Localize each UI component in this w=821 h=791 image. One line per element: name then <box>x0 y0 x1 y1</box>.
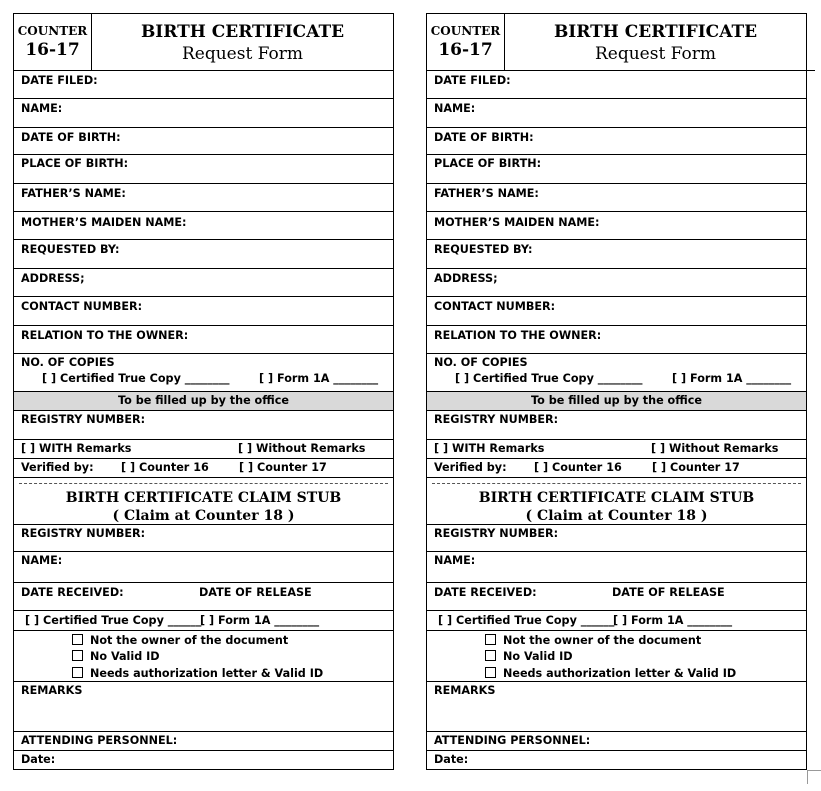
verified-by-label: Verified by: <box>21 461 94 474</box>
stub-form1a-option[interactable]: [ ] Form 1A ________ <box>613 614 733 627</box>
stub-ctc-option[interactable]: [ ] Certified True Copy ______ <box>25 614 202 627</box>
stub-checklist <box>427 631 806 682</box>
date-received-label: DATE RECEIVED: <box>434 586 537 599</box>
copies-section <box>14 354 393 392</box>
with-remarks-option[interactable]: [ ] WITH Remarks <box>21 442 132 455</box>
requested-by-label: REQUESTED BY: <box>434 243 533 256</box>
registry-number-field[interactable] <box>427 411 806 440</box>
form-subtitle: Request Form <box>181 44 304 64</box>
relation-field[interactable] <box>427 326 806 354</box>
registry-number-label: REGISTRY NUMBER: <box>21 413 146 426</box>
address-field[interactable] <box>14 269 393 297</box>
date-filed-label: DATE FILED: <box>21 74 98 87</box>
title-box <box>505 14 806 70</box>
office-section-header <box>14 392 393 411</box>
counter16-option[interactable]: [ ] Counter 16 <box>121 461 209 474</box>
stub-registry-label: REGISTRY NUMBER: <box>21 527 146 540</box>
stub-checklist <box>14 631 393 682</box>
remarks-label: REMARKS <box>434 684 496 697</box>
contact-number-field[interactable] <box>14 297 393 326</box>
office-header-text: To be filled up by the office <box>531 394 702 407</box>
counter17-option[interactable]: [ ] Counter 17 <box>652 461 740 474</box>
remarks-options-row <box>14 440 393 459</box>
stub-ctc-option[interactable]: [ ] Certified True Copy ______ <box>438 614 615 627</box>
form-subtitle: Request Form <box>594 44 717 64</box>
stub-registry-field[interactable] <box>14 525 393 552</box>
dates-row <box>14 583 393 611</box>
copies-ctc-option[interactable]: [ ] Certified True Copy ________ <box>455 372 643 385</box>
dates-row <box>427 583 806 611</box>
attending-field[interactable] <box>14 732 393 751</box>
stub-form1a-option[interactable]: [ ] Form 1A ________ <box>200 614 320 627</box>
verified-by-label: Verified by: <box>434 461 507 474</box>
stub-copies-row <box>14 611 393 631</box>
checkbox-icon[interactable] <box>72 634 83 645</box>
relation-field[interactable] <box>14 326 393 354</box>
check-no-id-label: No Valid ID <box>503 650 573 663</box>
cut-line <box>19 483 388 484</box>
remarks-options-row <box>427 440 806 459</box>
date-of-birth-label: DATE OF BIRTH: <box>21 131 121 144</box>
stub-copies-row <box>427 611 806 631</box>
counter-box <box>14 14 92 70</box>
check-no-id[interactable] <box>485 650 573 663</box>
stub-name-label: NAME: <box>21 554 63 567</box>
attending-label: ATTENDING PERSONNEL: <box>434 734 591 747</box>
address-field[interactable] <box>427 269 806 297</box>
name-label: NAME: <box>21 102 63 115</box>
checkbox-icon[interactable] <box>72 650 83 661</box>
copies-label: NO. OF COPIES <box>21 356 115 369</box>
fathers-name-field[interactable] <box>427 184 806 212</box>
request-form-right <box>426 13 807 770</box>
counter-label: COUNTER <box>17 24 88 38</box>
form-header <box>427 14 806 71</box>
date-field[interactable] <box>427 751 806 769</box>
check-not-owner-label: Not the owner of the document <box>90 634 289 647</box>
mothers-maiden-name-label: MOTHER’S MAIDEN NAME: <box>434 216 600 229</box>
title-box <box>92 14 393 70</box>
checkbox-icon[interactable] <box>485 634 496 645</box>
contact-number-label: CONTACT NUMBER: <box>434 300 556 313</box>
claim-stub-header <box>14 485 393 525</box>
remarks-field[interactable] <box>14 682 393 732</box>
office-header-text: To be filled up by the office <box>118 394 289 407</box>
request-form-left <box>13 13 394 770</box>
fathers-name-label: FATHER’S NAME: <box>21 187 126 200</box>
checkbox-icon[interactable] <box>72 667 83 678</box>
date-label: Date: <box>434 753 469 766</box>
check-auth-label: Needs authorization letter & Valid ID <box>503 667 737 680</box>
name-field[interactable] <box>14 99 393 128</box>
requested-by-field[interactable] <box>14 240 393 269</box>
fathers-name-label: FATHER’S NAME: <box>434 187 539 200</box>
attending-field[interactable] <box>427 732 806 751</box>
remarks-label: REMARKS <box>21 684 83 697</box>
requested-by-field[interactable] <box>427 240 806 269</box>
date-of-birth-field[interactable] <box>427 128 806 155</box>
form-title: BIRTH CERTIFICATE <box>553 22 758 42</box>
claim-stub-header <box>427 485 806 525</box>
stub-title: BIRTH CERTIFICATE CLAIM STUB <box>65 490 342 506</box>
verified-by-row <box>427 459 806 478</box>
counter-number: 16-17 <box>438 40 493 60</box>
form-header <box>14 14 393 71</box>
name-field[interactable] <box>427 99 806 128</box>
copies-label: NO. OF COPIES <box>434 356 528 369</box>
date-release-label: DATE OF RELEASE <box>612 586 725 599</box>
date-release-label: DATE OF RELEASE <box>199 586 312 599</box>
margin-tick <box>807 70 815 71</box>
page-corner-mark <box>807 770 821 784</box>
stub-name-field[interactable] <box>14 552 393 583</box>
stub-subtitle: ( Claim at Counter 18 ) <box>112 508 295 524</box>
checkbox-icon[interactable] <box>485 650 496 661</box>
check-auth-label: Needs authorization letter & Valid ID <box>90 667 324 680</box>
place-of-birth-field[interactable] <box>427 155 806 184</box>
date-filed-field[interactable] <box>14 71 393 99</box>
mothers-maiden-name-label: MOTHER’S MAIDEN NAME: <box>21 216 187 229</box>
place-of-birth-label: PLACE OF BIRTH: <box>21 157 129 170</box>
name-label: NAME: <box>434 102 476 115</box>
counter-label: COUNTER <box>430 24 501 38</box>
without-remarks-option[interactable]: [ ] Without Remarks <box>651 442 779 455</box>
stub-subtitle: ( Claim at Counter 18 ) <box>525 508 708 524</box>
counter-number: 16-17 <box>25 40 80 60</box>
registry-number-field[interactable] <box>14 411 393 440</box>
form-title: BIRTH CERTIFICATE <box>140 22 345 42</box>
mothers-maiden-name-field[interactable] <box>14 212 393 240</box>
without-remarks-option[interactable]: [ ] Without Remarks <box>238 442 366 455</box>
copies-section <box>427 354 806 392</box>
fathers-name-field[interactable] <box>14 184 393 212</box>
check-no-id[interactable] <box>72 650 160 663</box>
requested-by-label: REQUESTED BY: <box>21 243 120 256</box>
checkbox-icon[interactable] <box>485 667 496 678</box>
copies-ctc-option[interactable]: [ ] Certified True Copy ________ <box>42 372 230 385</box>
check-not-owner[interactable] <box>72 634 288 647</box>
remarks-field[interactable] <box>427 682 806 732</box>
date-filed-field[interactable] <box>427 71 806 99</box>
date-received-label: DATE RECEIVED: <box>21 586 124 599</box>
stub-registry-label: REGISTRY NUMBER: <box>434 527 559 540</box>
attending-label: ATTENDING PERSONNEL: <box>21 734 178 747</box>
mothers-maiden-name-field[interactable] <box>427 212 806 240</box>
relation-label: RELATION TO THE OWNER: <box>434 329 602 342</box>
counter17-option[interactable]: [ ] Counter 17 <box>239 461 327 474</box>
check-auth[interactable] <box>485 667 736 680</box>
with-remarks-option[interactable]: [ ] WITH Remarks <box>434 442 545 455</box>
address-label: ADDRESS; <box>434 272 498 285</box>
stub-title: BIRTH CERTIFICATE CLAIM STUB <box>478 490 755 506</box>
place-of-birth-field[interactable] <box>14 155 393 184</box>
check-not-owner-label: Not the owner of the document <box>503 634 702 647</box>
verified-by-row <box>14 459 393 478</box>
registry-number-label: REGISTRY NUMBER: <box>434 413 559 426</box>
date-field[interactable] <box>14 751 393 769</box>
relation-label: RELATION TO THE OWNER: <box>21 329 189 342</box>
copies-form1a-option[interactable]: [ ] Form 1A ________ <box>259 372 379 385</box>
date-label: Date: <box>21 753 56 766</box>
contact-number-label: CONTACT NUMBER: <box>21 300 143 313</box>
place-of-birth-label: PLACE OF BIRTH: <box>434 157 542 170</box>
date-of-birth-field[interactable] <box>14 128 393 155</box>
counter16-option[interactable]: [ ] Counter 16 <box>534 461 622 474</box>
date-filed-label: DATE FILED: <box>434 74 511 87</box>
copies-form1a-option[interactable]: [ ] Form 1A ________ <box>672 372 792 385</box>
stub-name-field[interactable] <box>427 552 806 583</box>
check-no-id-label: No Valid ID <box>90 650 160 663</box>
stub-name-label: NAME: <box>434 554 476 567</box>
address-label: ADDRESS; <box>21 272 85 285</box>
check-auth[interactable] <box>72 667 323 680</box>
office-section-header <box>427 392 806 411</box>
date-of-birth-label: DATE OF BIRTH: <box>434 131 534 144</box>
check-not-owner[interactable] <box>485 634 701 647</box>
counter-box <box>427 14 505 70</box>
contact-number-field[interactable] <box>427 297 806 326</box>
cut-line <box>432 483 801 484</box>
stub-registry-field[interactable] <box>427 525 806 552</box>
